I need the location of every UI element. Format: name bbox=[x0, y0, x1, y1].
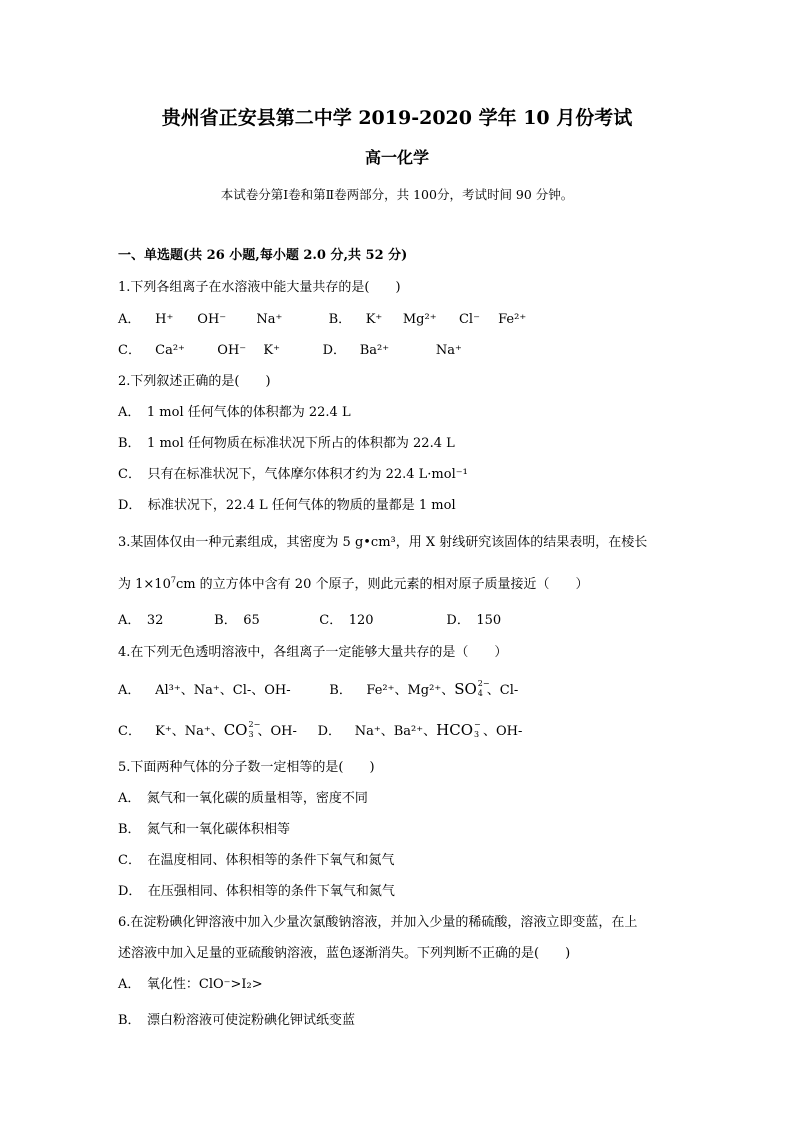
exponent: 7 bbox=[170, 575, 176, 585]
option-b-ions: Fe²⁺、Mg²⁺、 bbox=[366, 683, 455, 698]
option-c-label: C． bbox=[118, 724, 141, 739]
option-d-ions-tail: 、OH- bbox=[483, 724, 523, 739]
exam-title: 贵州省正安县第二中学 2019-2020 学年 10 月份考试 bbox=[161, 107, 633, 129]
question-6-stem-line2: 述溶液中加入足量的亚硫酸钠溶液，蓝色逐渐消失。下列判断不正确的是( ) bbox=[118, 946, 571, 961]
ion: Mg²⁺ bbox=[402, 312, 437, 327]
option-d: D． 150 bbox=[446, 613, 502, 628]
question-6-stem-line1: 6.在淀粉碘化钾溶液中加入少量次氯酸钠溶液，并加入少量的稀硫酸，溶液立即变蓝，在上 bbox=[118, 915, 638, 930]
option-b-label: B． bbox=[328, 312, 352, 327]
option-a-ions: Al³⁺、Na⁺、Cl-、OH- bbox=[155, 683, 291, 698]
question-3-stem-line2 bbox=[118, 576, 589, 594]
option-b-label: B． bbox=[329, 683, 352, 698]
stem-text: 为 1×10 bbox=[118, 577, 171, 592]
option-b: B． 65 bbox=[214, 613, 260, 628]
question-3-stem-line1: 3.某固体仅由一种元素组成，其密度为 5 g•cm³，用 X 射线研究该固体的结果表明，在棱长 bbox=[118, 535, 648, 550]
question-6-option-a: A． 氧化性：ClO⁻>I₂> bbox=[118, 977, 263, 992]
subscript: 4 bbox=[477, 689, 483, 698]
option-a-label: A． bbox=[118, 683, 141, 698]
ion: Na⁺ bbox=[435, 343, 462, 358]
option-b-ions-tail: 、Cl- bbox=[486, 683, 519, 698]
exam-subtitle: 高一化学 bbox=[364, 148, 429, 167]
charge: 2− bbox=[248, 720, 261, 729]
exam-intro: 本试卷分第Ⅰ卷和第Ⅱ卷两部分，共 100分，考试时间 90 分钟。 bbox=[220, 187, 574, 202]
question-2-option-b: B． 1 mol 任何物质在标准状况下所占的体积都为 22.4 L bbox=[118, 436, 455, 451]
option-c: C． 120 bbox=[319, 613, 374, 628]
question-1-options-cd bbox=[118, 342, 462, 360]
ion: K⁺ bbox=[263, 343, 280, 358]
charge-stack bbox=[247, 720, 261, 739]
subscript: 3 bbox=[474, 730, 480, 739]
question-6-option-b: B． 漂白粉溶液可使淀粉碘化钾试纸变蓝 bbox=[118, 1013, 356, 1028]
question-4-options-cd bbox=[118, 721, 522, 741]
question-1-stem: 1.下列各组离子在水溶液中能大量共存的是( ) bbox=[118, 280, 401, 295]
option-a: A． 32 bbox=[118, 613, 164, 628]
option-d-ions: Na⁺、Ba²⁺、 bbox=[354, 724, 437, 739]
bicarbonate-formula: HCO bbox=[436, 721, 473, 739]
stem-text: cm 的立方体中含有 20 个原子，则此元素的相对原子质量接近（ ） bbox=[175, 577, 589, 592]
ion: Ba²⁺ bbox=[359, 343, 390, 358]
subscript: 3 bbox=[248, 730, 254, 739]
question-2-option-a: A． 1 mol 任何气体的体积都为 22.4 L bbox=[118, 405, 351, 420]
question-5-option-a: A． 氮气和一氧化碳的质量相等，密度不同 bbox=[118, 791, 368, 806]
question-5-option-c: C． 在温度相同、体积相等的条件下氧气和氮气 bbox=[118, 853, 395, 868]
charge: 2− bbox=[477, 679, 490, 688]
section-heading: 一、单选题(共 26 小题,每小题 2.0 分,共 52 分) bbox=[118, 248, 408, 263]
question-2-option-c: C． 只有在标准状况下，气体摩尔体积才约为 22.4 L·mol⁻¹ bbox=[118, 467, 468, 482]
question-4-stem: 4.在下列无色透明溶液中，各组离子一定能够大量共存的是（ ） bbox=[118, 645, 508, 660]
ion: Fe²⁺ bbox=[498, 312, 527, 327]
charge-stack bbox=[473, 721, 483, 739]
ion: K⁺ bbox=[365, 312, 383, 327]
charge: − bbox=[474, 720, 481, 729]
question-1-options-ab bbox=[118, 311, 526, 329]
question-2-stem: 2.下列叙述正确的是( ) bbox=[118, 374, 271, 389]
sulfate-formula: SO bbox=[454, 680, 477, 698]
carbonate-formula: CO bbox=[223, 721, 248, 739]
question-5-option-b: B． 氮气和一氧化碳体积相等 bbox=[118, 822, 291, 837]
charge-stack bbox=[477, 679, 490, 698]
option-c-ions-tail: 、OH- bbox=[257, 724, 297, 739]
option-c-label: C． bbox=[118, 343, 141, 358]
question-2-option-d: D． 标准状况下，22.4 L 任何气体的物质的量都是 1 mol bbox=[118, 498, 456, 513]
question-4-options-ab bbox=[118, 680, 518, 700]
question-3-options bbox=[118, 612, 501, 630]
ion: OH⁻ bbox=[217, 343, 247, 358]
question-5-option-d: D． 在压强相同、体积相等的条件下氧气和氮气 bbox=[118, 884, 395, 899]
question-5-stem: 5.下面两种气体的分子数一定相等的是( ) bbox=[118, 760, 375, 775]
option-d-label: D． bbox=[317, 724, 342, 739]
ion: Na⁺ bbox=[256, 312, 283, 327]
option-a-label: A． bbox=[118, 312, 141, 327]
option-d-label: D． bbox=[322, 343, 346, 358]
option-c-ions: K⁺、Na⁺、 bbox=[155, 724, 224, 739]
ion: Cl⁻ bbox=[458, 312, 480, 327]
ion: OH⁻ bbox=[197, 312, 227, 327]
ion: H⁺ bbox=[155, 312, 174, 327]
ion: Ca²⁺ bbox=[155, 343, 185, 358]
